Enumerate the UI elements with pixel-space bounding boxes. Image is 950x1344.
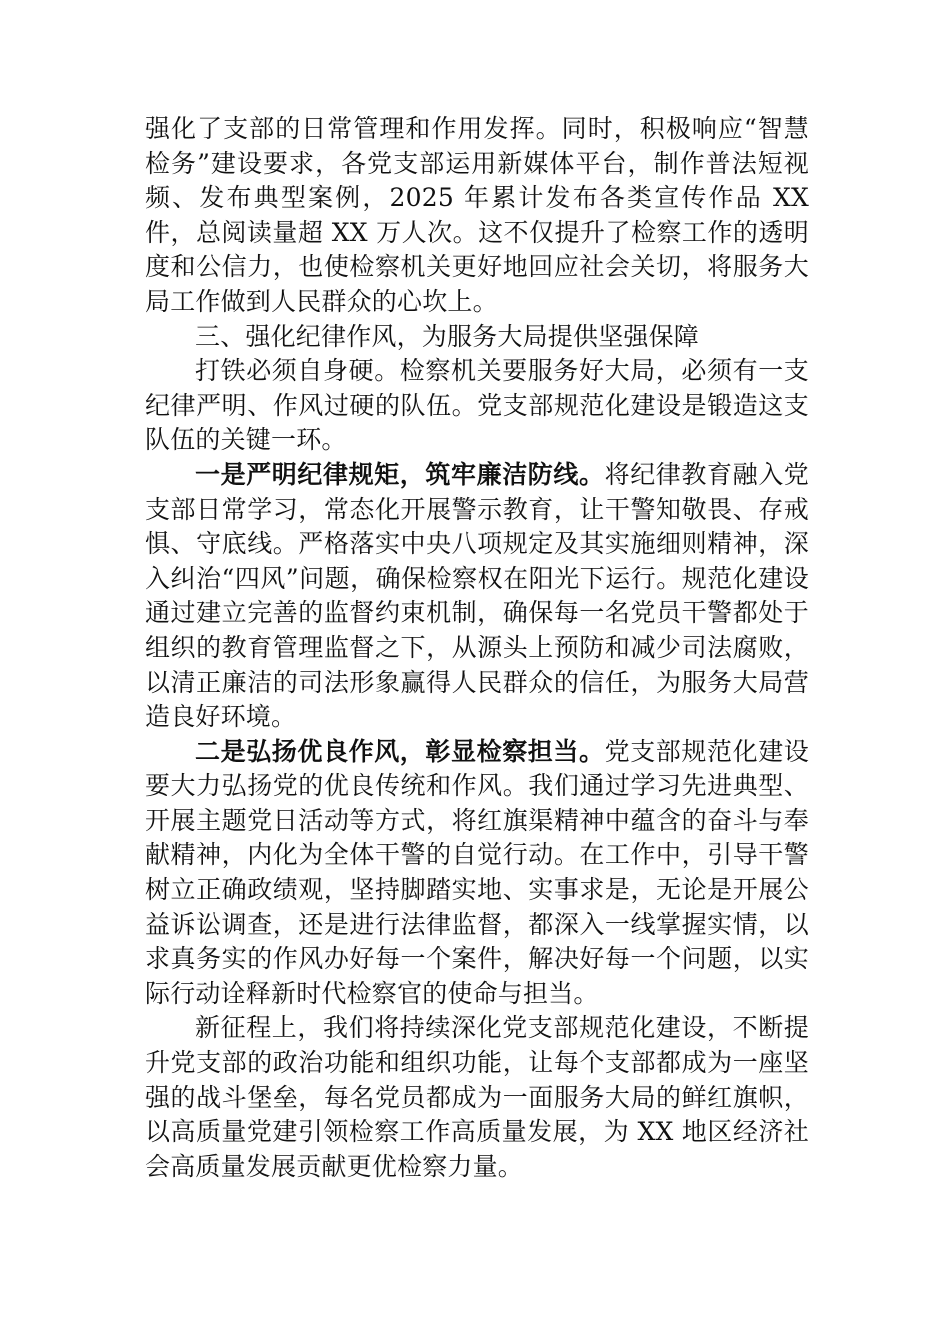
paragraph-intro: 打铁必须自身硬。检察机关要服务好大局，必须有一支纪律严明、作风过硬的队伍。党支部规范化建设是锻造这支队伍的关键一环。	[145, 356, 809, 455]
paragraph-discipline	[145, 458, 809, 735]
paragraph-conclusion: 新征程上，我们将持续深化党支部规范化建设，不断提升党支部的政治功能和组织功能，让每个支部都成为一座坚强的战斗堡垒，每名党员都成为一面服务大局的鲜红旗帜，以高质量党建引领检察工作高质量发展，为 XX 地区经济社会高质量发展贡献更优检察力量。	[145, 1013, 809, 1181]
paragraph-continued: 强化了支部的日常管理和作用发挥。同时，积极响应“智慧检务”建设要求，各党支部运用新媒体平台，制作普法短视频、发布典型案例，2025 年累计发布各类宣传作品 XX 件，总阅读量超 XX 万人次。这不仅提升了检察工作的透明度和公信力，也使检察机关更好地回应社会关切，将服务大局工作做到人民群众的心坎上。	[145, 114, 809, 316]
paragraph-body-discipline: 将纪律教育融入党支部日常学习，常态化开展警示教育，让干警知敬畏、存戒惧、守底线。严格落实中央八项规定及其实施细则精神，深入纠治“四风”问题，确保检察权在阳光下运行。规范化建设通过建立完善的监督约束机制，确保每一名党员干警都处于组织的教育管理监督之下，从源头上预防和减少司法腐败，以清正廉洁的司法形象赢得人民群众的信任，为服务大局营造良好环境。	[145, 459, 809, 732]
paragraph-lead-discipline: 一是严明纪律规矩，筑牢廉洁防线。	[195, 459, 605, 489]
paragraph-lead-style: 二是弘扬优良作风，彰显检察担当。	[195, 736, 605, 766]
paragraph-style	[145, 735, 809, 1012]
document-page	[145, 112, 809, 1184]
paragraph-body-style: 党支部规范化建设要大力弘扬党的优良传统和作风。我们通过学习先进典型、开展主题党日活动等方式，将红旗渠精神中蕴含的奋斗与奉献精神，内化为全体干警的自觉行动。在工作中，引导干警树立正确政绩观，坚持脚踏实地、实事求是，无论是开展公益诉讼调查，还是进行法律监督，都深入一线掌握实情，以求真务实的作风办好每一个案件，解决好每一个问题，以实际行动诠释新时代检察官的使命与担当。	[145, 736, 809, 1008]
section-heading-3: 三、强化纪律作风，为服务大局提供坚强保障	[195, 321, 700, 351]
